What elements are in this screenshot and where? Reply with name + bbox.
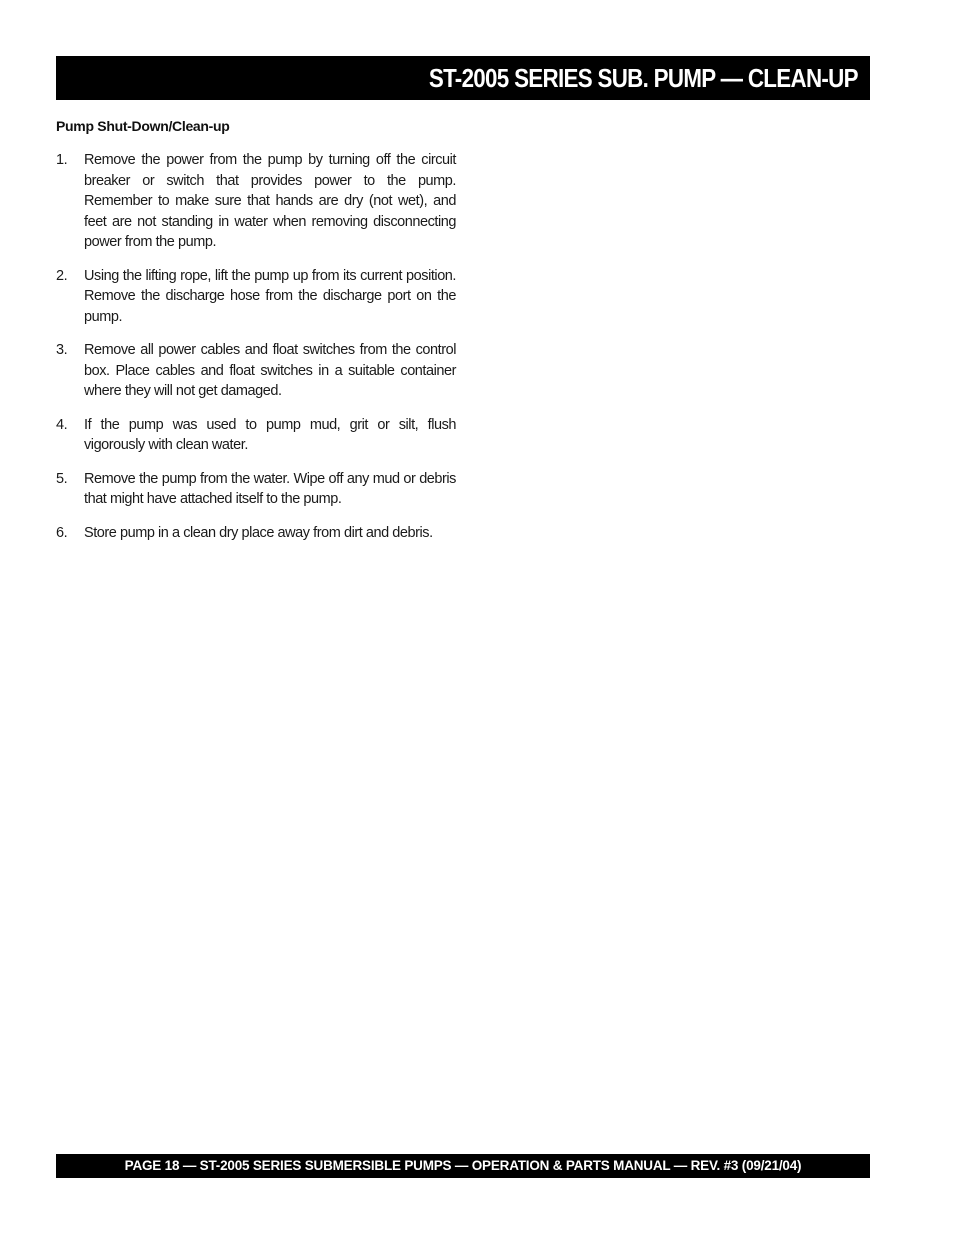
section-heading: Pump Shut-Down/Clean-up: [56, 118, 230, 134]
list-item: [56, 415, 456, 456]
step-text: Remove all power cables and float switches from the control box. Place cables and float switches in a suitable container where they will not get damaged.: [84, 342, 456, 399]
step-text: Using the lifting rope, lift the pump up from its current position. Remove the discharge hose from the discharge port on the pump.: [84, 267, 456, 325]
step-number: 3.: [56, 342, 68, 358]
page-footer-bar: [56, 1154, 870, 1178]
step-number: 4.: [56, 416, 68, 433]
step-text: Store pump in a clean dry place away from dirt and debris.: [84, 524, 433, 541]
step-text: Remove the power from the pump by turning off the circuit breaker or switch that provides power to the pump. Remember to make sure that hands are dry (not wet), and feet are not standing in water when removing disconnecting power from the pump.: [84, 152, 456, 250]
list-item: [56, 469, 456, 510]
step-number: 5.: [56, 470, 68, 487]
list-item: [56, 150, 456, 253]
step-number: 1.: [56, 152, 68, 168]
page-footer-text: PAGE 18 — ST-2005 SERIES SUBMERSIBLE PUMPS — OPERATION & PARTS MANUAL — REV. #3 (09/21/04): [124, 1158, 802, 1173]
list-item: [56, 340, 456, 402]
page-header-bar: [56, 56, 870, 100]
step-number: 6.: [56, 524, 68, 541]
list-item: [56, 266, 456, 328]
step-text: If the pump was used to pump mud, grit or silt, flush vigorously with clean water.: [84, 416, 456, 453]
page-title: ST-2005 SERIES SUB. PUMP — CLEAN-UP: [428, 63, 858, 93]
step-number: 2.: [56, 267, 68, 284]
cleanup-steps-list: [56, 150, 456, 556]
list-item: [56, 523, 456, 544]
step-text: Remove the pump from the water. Wipe off any mud or debris that might have attached itself to the pump.: [84, 470, 456, 507]
